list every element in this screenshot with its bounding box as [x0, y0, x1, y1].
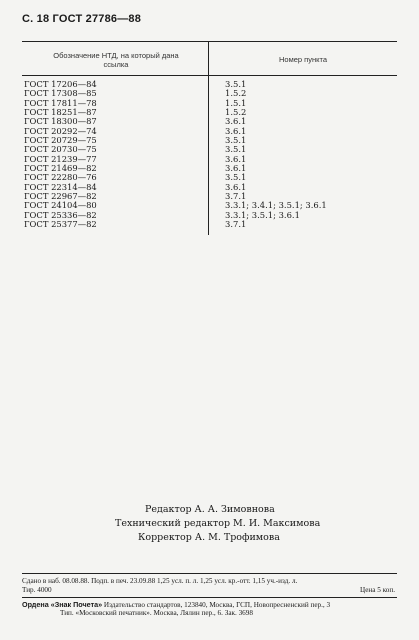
- imprint-top-rule: [22, 573, 397, 574]
- imprint-order-label: Ордена «Знак Почета»: [22, 600, 103, 609]
- row-document: ГОСТ 22280—76: [24, 172, 97, 183]
- row-document: ГОСТ 17308—85: [24, 88, 97, 99]
- row-point: 3.3.1; 3.4.1; 3.5.1; 3.6.1: [225, 200, 327, 211]
- row-point: 3.6.1: [225, 153, 247, 164]
- imprint-middle-rule: [22, 597, 397, 598]
- row-point: 1.5.2: [225, 88, 247, 99]
- row-document: ГОСТ 17206—84: [24, 79, 97, 89]
- row-document: ГОСТ 17811—78: [24, 97, 97, 108]
- row-document: ГОСТ 25377—82: [24, 219, 97, 230]
- row-document: ГОСТ 21469—82: [24, 163, 97, 174]
- row-point: 1.5.1: [225, 97, 247, 108]
- row-point: 3.6.1: [225, 163, 247, 174]
- table-column-divider: [208, 41, 209, 235]
- row-point: 3.3.1; 3.5.1; 3.6.1: [225, 209, 300, 220]
- row-point: 3.7.1: [225, 219, 247, 230]
- row-document: ГОСТ 18300—87: [24, 116, 97, 127]
- row-document: ГОСТ 18251—87: [24, 107, 97, 118]
- table-header-rule: [22, 75, 397, 76]
- row-point: 3.5.1: [225, 135, 247, 146]
- row-point: 3.7.1: [225, 191, 247, 202]
- row-point: 3.6.1: [225, 116, 247, 127]
- imprint-price: Цена 5 коп.: [360, 586, 395, 594]
- row-document: ГОСТ 21239—77: [24, 153, 97, 164]
- imprint-publisher-address: Издательство стандартов, 123840, Москва, ГСП, Новопресненский пер., 3: [103, 601, 331, 609]
- column-header-point: Номер пункта: [278, 55, 327, 64]
- column-header-document: Обозначение НТД, на который дана ссылка: [53, 51, 179, 69]
- row-point: 3.6.1: [225, 125, 247, 136]
- row-document: ГОСТ 20730—75: [24, 144, 97, 155]
- row-point: 3.5.1: [225, 144, 247, 155]
- table-top-rule: [22, 41, 397, 42]
- editor-line: Редактор А. А. Зимовнова: [145, 504, 275, 515]
- row-document: ГОСТ 24104—80: [24, 200, 97, 211]
- row-point: 3.6.1: [225, 181, 247, 192]
- row-document: ГОСТ 22314—84: [24, 181, 97, 192]
- tech-editor-line: Технический редактор М. И. Максимова: [115, 518, 321, 529]
- imprint-printer: Тип. «Московский печатник». Москва, Лялин пер., 6. Зак. 3698: [60, 609, 253, 617]
- editors-block: [0, 503, 419, 545]
- row-document: ГОСТ 20729—75: [24, 135, 97, 146]
- proofreader-line: Корректор А. М. Трофимова: [138, 532, 280, 543]
- imprint-line-1: Сдано в наб. 08.08.88. Подп. в печ. 23.09.88 1,25 усл. п. л. 1,25 усл. кр.-отт. 1,15 уч.-изд. л.: [22, 577, 298, 585]
- row-point: 3.5.1: [225, 172, 247, 183]
- row-point: 1.5.2: [225, 107, 247, 118]
- row-document: ГОСТ 25336—82: [24, 209, 97, 220]
- imprint-circulation: Тир. 4000: [22, 586, 52, 594]
- page-header: С. 18 ГОСТ 27786—88: [22, 13, 142, 25]
- row-document: ГОСТ 20292—74: [24, 125, 97, 136]
- row-document: ГОСТ 22967—82: [24, 191, 97, 202]
- row-point: 3.5.1: [225, 79, 247, 89]
